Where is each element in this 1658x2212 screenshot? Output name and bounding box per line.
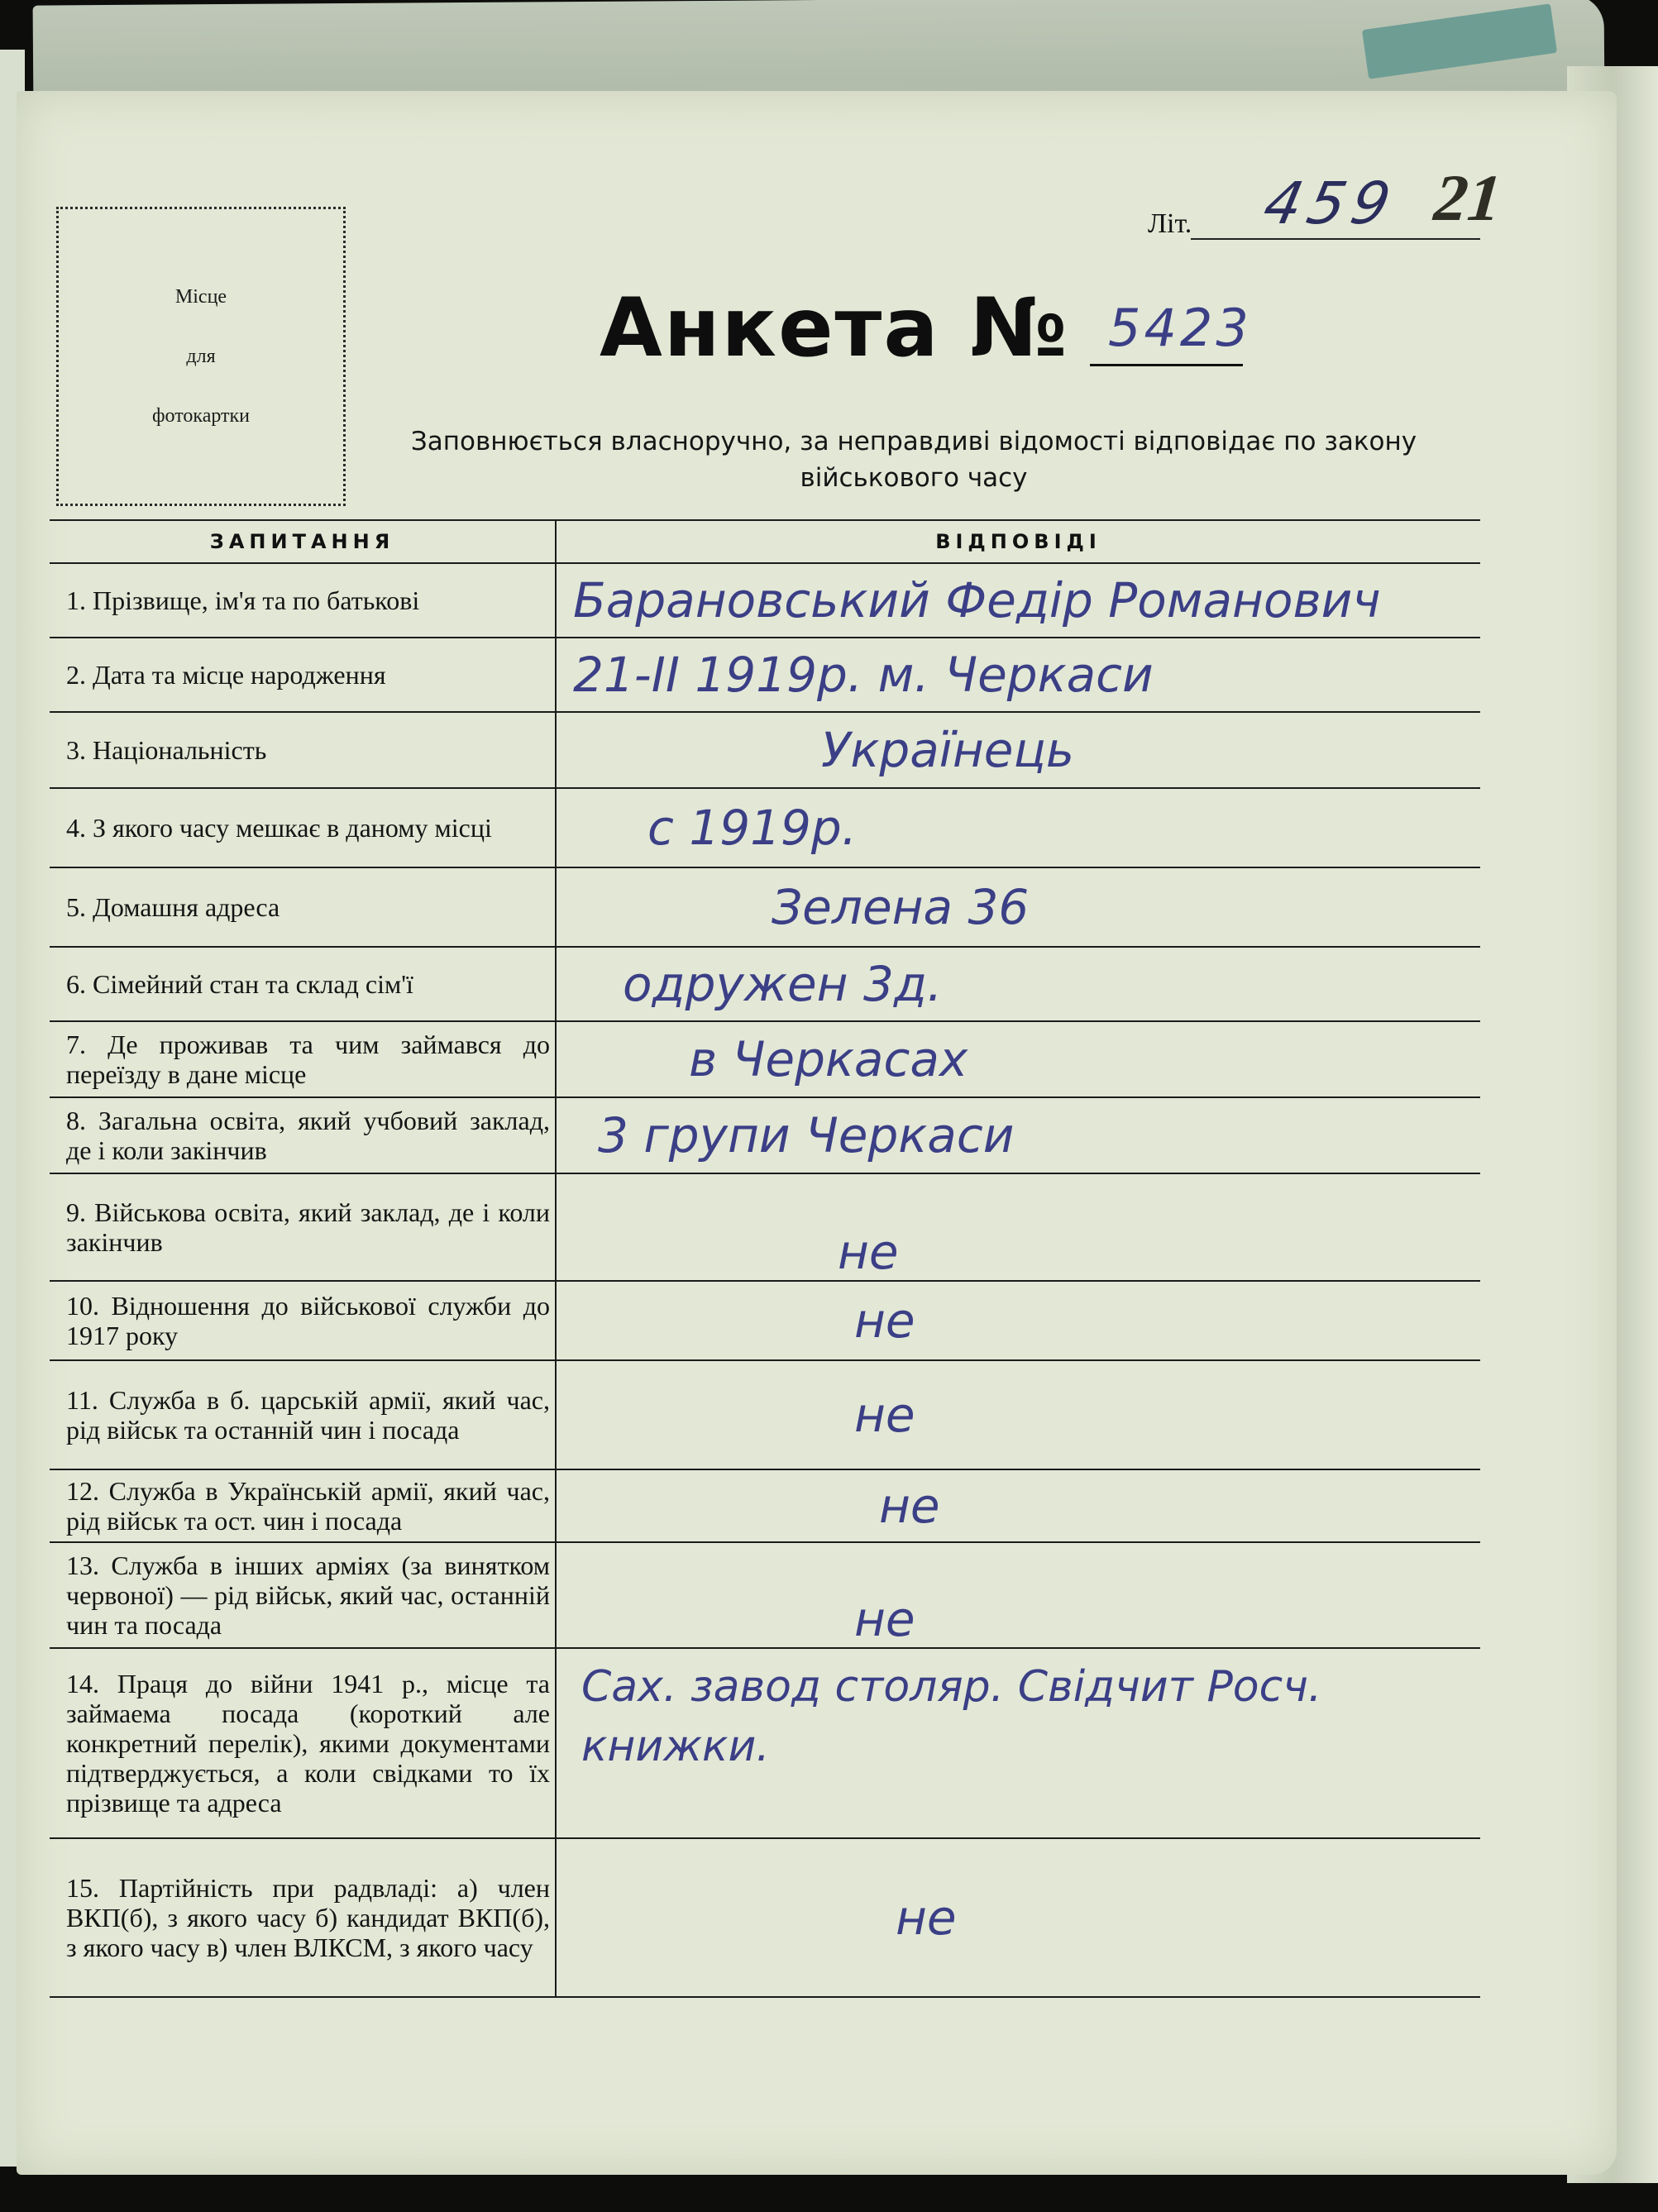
table-row	[50, 1838, 1480, 1997]
answer-cell: не	[556, 1173, 1480, 1281]
table-row	[50, 867, 1480, 947]
table-row	[50, 712, 1480, 788]
answer-cell: не	[556, 1281, 1480, 1360]
photo-label-line: Місце	[174, 286, 227, 308]
answer-cell: Сах. завод столяр. Свідчит Росч. книжки.	[556, 1648, 1480, 1838]
photo-label-line: для	[186, 346, 216, 367]
question-cell: 7. Де проживав та чим займався до переїзду в дане місце	[50, 1021, 556, 1097]
question-cell: 5. Домашня адреса	[50, 867, 556, 947]
column-header-answers: ВІДПОВІДІ	[556, 520, 1480, 563]
question-cell: 11. Служба в б. царській армії, який час, рід військ та останній чин і посада	[50, 1360, 556, 1469]
question-cell: 6. Сімейний стан та склад сім'ї	[50, 947, 556, 1021]
table-row	[50, 1021, 1480, 1097]
question-cell: 10. Відношення до військової служби до 1917 року	[50, 1281, 556, 1360]
form-title: Анкета №	[600, 281, 1069, 375]
question-cell: 13. Служба в інших арміях (за винятком червоної) — рід військ, який час, останній чин та посада	[50, 1542, 556, 1648]
table-row	[50, 1281, 1480, 1360]
question-cell: 14. Праця до війни 1941 р., місце та займаема посада (короткий але конкретний перелік), якими документами підтверджується, а коли свідками то їх прізвище та адреса	[50, 1648, 556, 1838]
answer-cell: не	[556, 1360, 1480, 1469]
form-subtitle: Заповнюється власноручно, за неправдиві відомості відповідає по закону військового часу	[410, 427, 1417, 493]
table-row	[50, 1097, 1480, 1173]
table-row	[50, 1173, 1480, 1281]
answer-cell: Українець	[556, 712, 1480, 788]
table-row	[50, 947, 1480, 1021]
table-row	[50, 563, 1480, 638]
answer-cell: Зелена 36	[556, 867, 1480, 947]
column-header-questions: ЗАПИТАННЯ	[50, 520, 556, 563]
lit-underline	[1191, 238, 1480, 240]
question-cell: 1. Прізвище, ім'я та по батькові	[50, 563, 556, 638]
answer-cell: 3 групи Черкаси	[556, 1097, 1480, 1173]
answer-cell: не	[556, 1838, 1480, 1997]
lit-stamp-number: 21	[1425, 162, 1511, 235]
table-row	[50, 1469, 1480, 1542]
question-cell: 8. Загальна освіта, який учбовий заклад, де і коли закінчив	[50, 1097, 556, 1173]
table-row	[50, 1542, 1480, 1648]
table-row	[50, 788, 1480, 867]
form-number: 5423	[1108, 298, 1252, 358]
title-number-underline	[1090, 364, 1243, 366]
questionnaire-table	[50, 519, 1480, 1998]
photo-placeholder	[56, 207, 346, 506]
answer-cell: не	[556, 1469, 1480, 1542]
table-row	[50, 638, 1480, 712]
answer-cell: Барановський Федір Романович	[556, 563, 1480, 638]
question-cell: 12. Служба в Українській армії, який час, рід військ та ост. чин і посада	[50, 1469, 556, 1542]
answer-cell: с 1919р.	[556, 788, 1480, 867]
question-cell: 15. Партійність при радвладі: а) член ВКП(б), з якого часу б) кандидат ВКП(б), з якого часу в) член ВЛКСМ, з якого часу	[50, 1838, 556, 1997]
table-header-row	[50, 520, 1480, 563]
lit-value: 459	[1258, 170, 1403, 237]
answer-cell: одружен 3д.	[556, 947, 1480, 1021]
table-row	[50, 1648, 1480, 1838]
answer-cell: не	[556, 1542, 1480, 1648]
answer-cell: в Черкасах	[556, 1021, 1480, 1097]
question-cell: 3. Національність	[50, 712, 556, 788]
table-row	[50, 1360, 1480, 1469]
answer-cell: 21-II 1919р. м. Черкаси	[556, 638, 1480, 712]
question-cell: 2. Дата та місце народження	[50, 638, 556, 712]
question-cell: 9. Військова освіта, який заклад, де і коли закінчив	[50, 1173, 556, 1281]
question-cell: 4. З якого часу мешкає в даному місці	[50, 788, 556, 867]
lit-label: Літ.	[1148, 208, 1192, 239]
photo-label-line: фотокартки	[151, 405, 251, 427]
